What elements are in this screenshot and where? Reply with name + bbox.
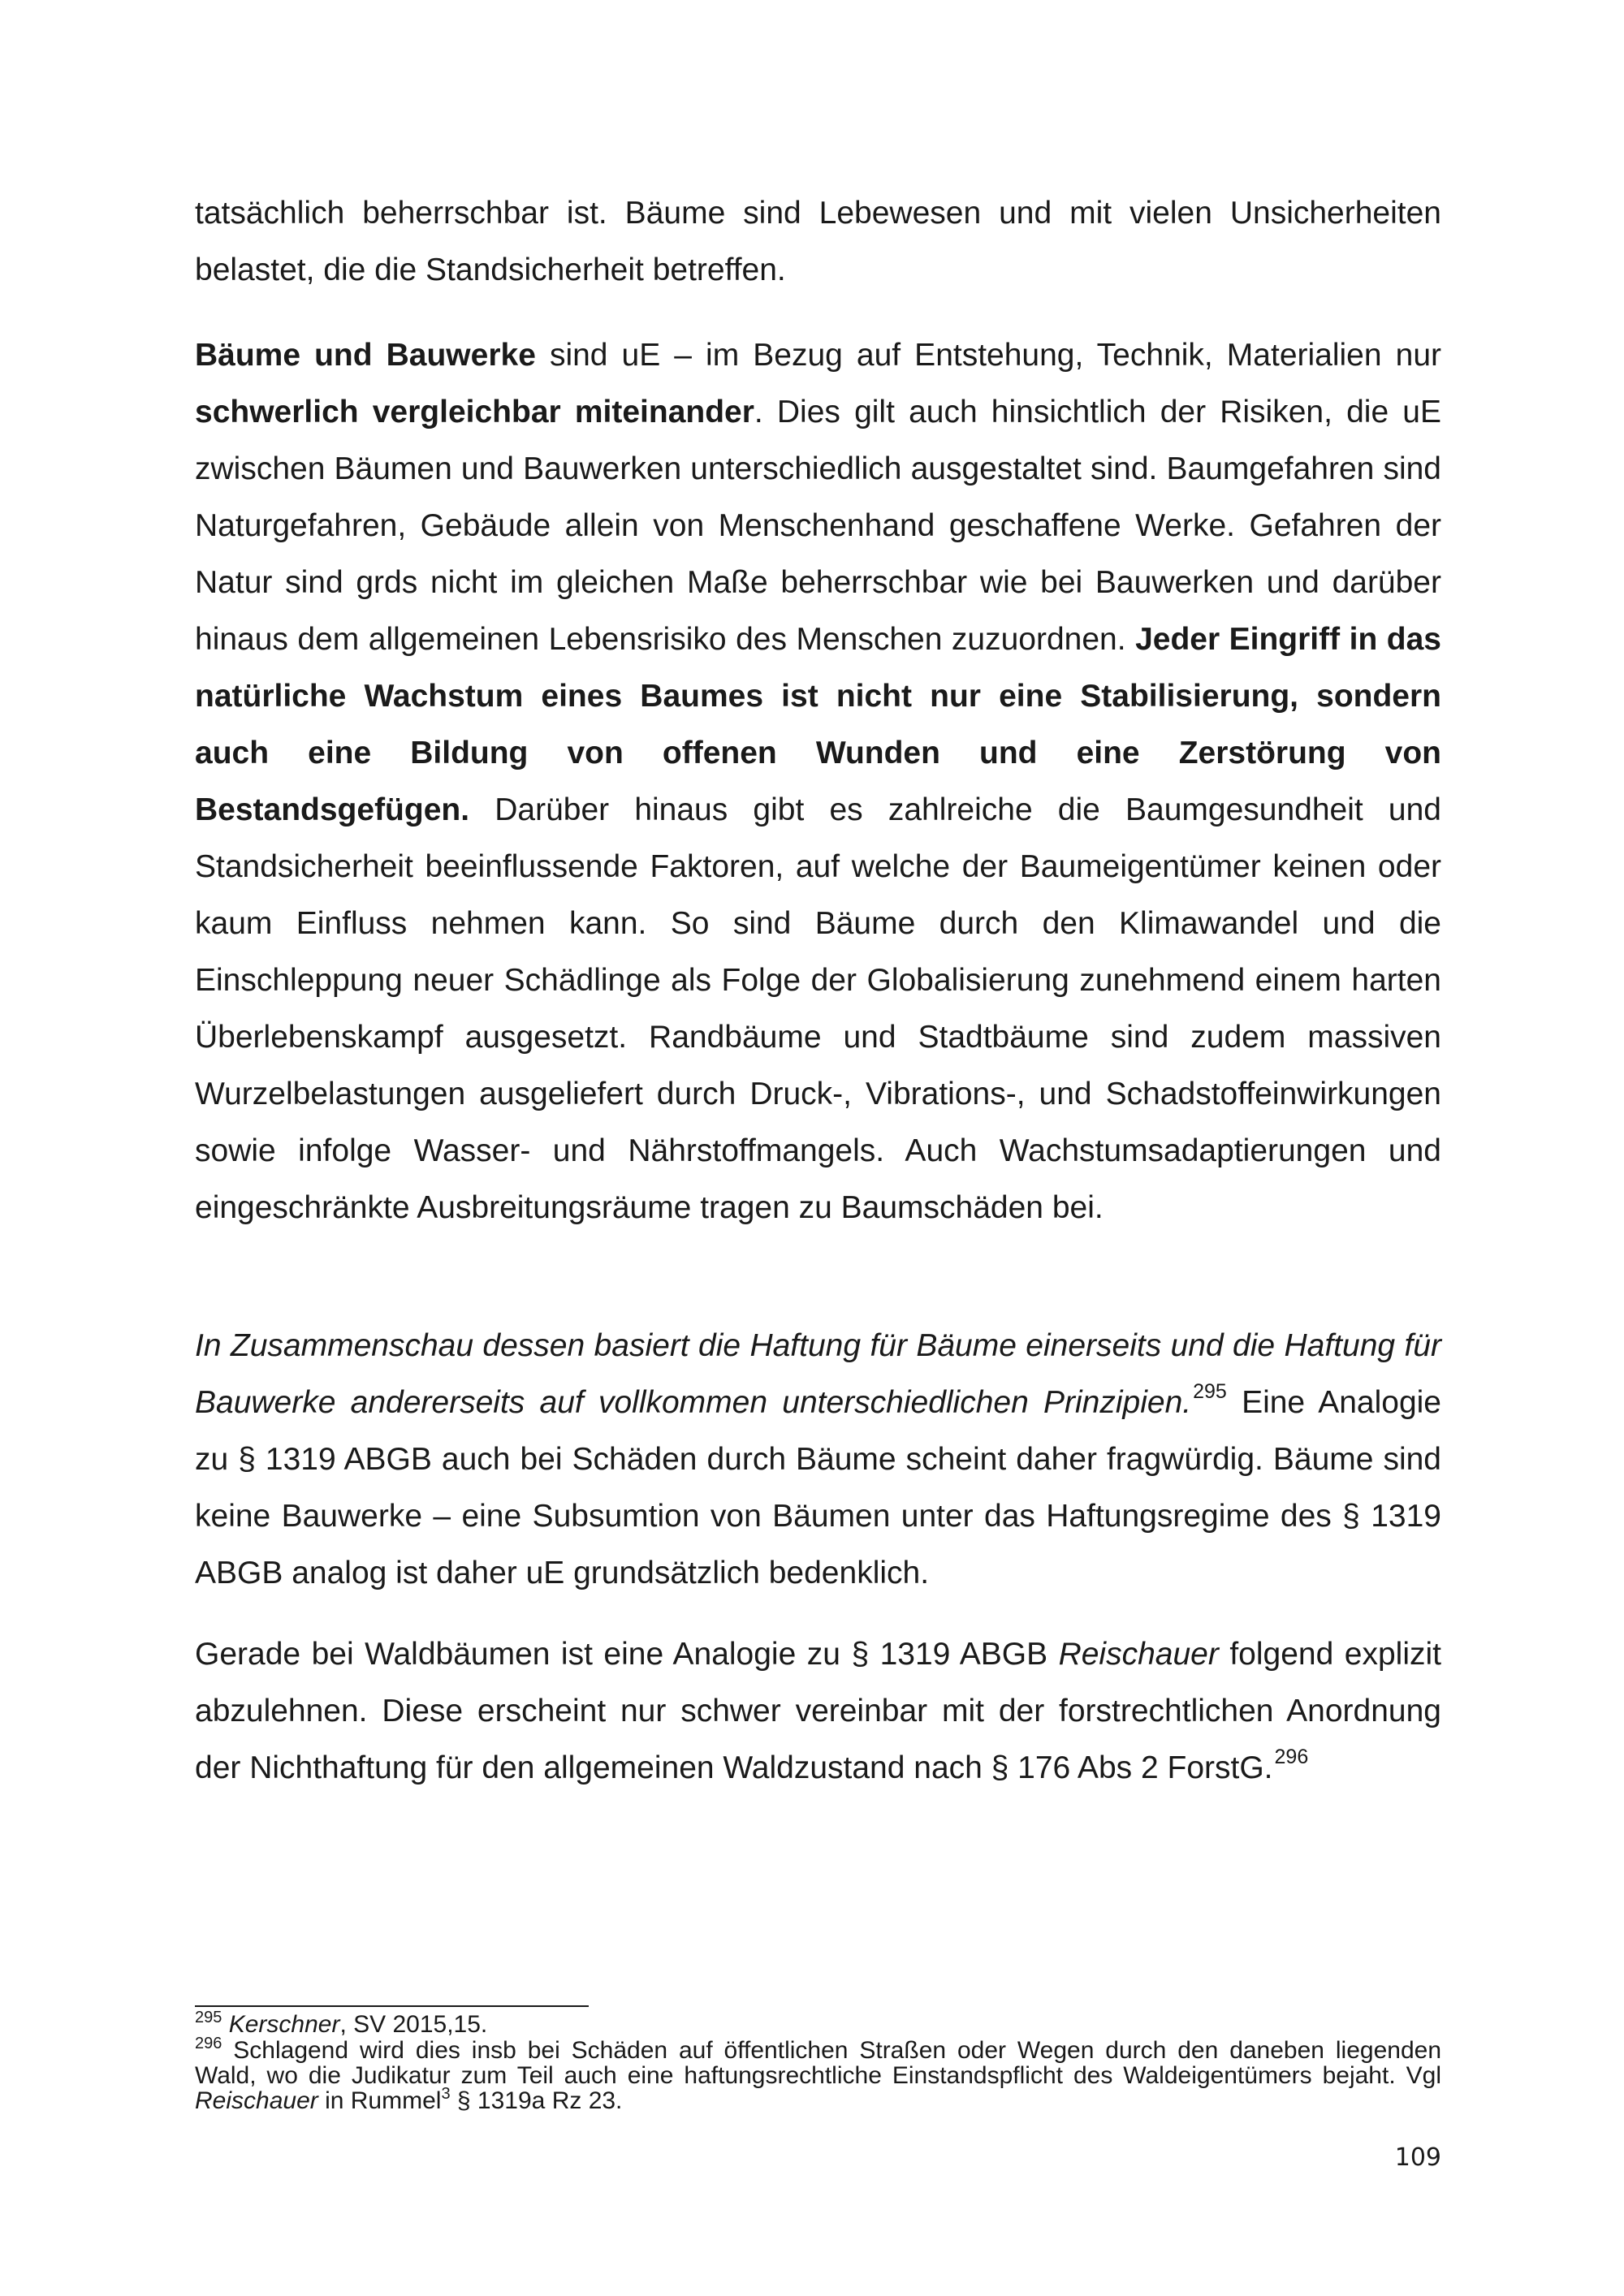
footnote-295 [195,2009,1441,2038]
page-number: 109 [1394,2143,1441,2172]
footnote-296-text-1: Schlagend wird dies insb bei Schäden auf öffentlichen Straßen oder Wegen durch den daneben liegenden Wald, wo die Judikatur zum Teil auch eine haftungsrechtliche Einstandspflicht des Waldeigentümers bejaht. Vgl [195,2037,1441,2089]
footnote-296-author: Reischauer [195,2087,318,2114]
footnote-ref-296[interactable]: 296 [1274,1746,1309,1768]
bold-phrase-baeume-bauwerke: Bäume und Bauwerke [195,338,536,373]
paragraph-1-text: tatsächlich beherrschbar ist. Bäume sind Lebewesen und mit vielen Unsicherheiten belastet, die die Standsicherheit betreffen. [195,196,1441,287]
footnote-295-author: Kerschner [228,2011,340,2038]
footnote-296-text-2: in Rummel [317,2087,442,2114]
italic-author-reischauer: Reischauer [1058,1637,1219,1672]
paragraph-2 [195,327,1441,1236]
paragraph-4-text-1: Gerade bei Waldbäumen ist eine Analogie zu § 1319 ABGB [195,1637,1059,1672]
footnote-296-edition: 3 [441,2085,451,2103]
footnote-separator [195,2005,589,2007]
paragraph-4 [195,1626,1441,1797]
footnote-295-text: , SV 2015,15. [339,2011,488,2038]
italic-phrase-zusammenschau: In Zusammenschau dessen basiert die Haftung für Bäume einerseits und die Haftung für Bauwerke andererseits auf vollkommen unterschiedlichen Prinzipien. [195,1328,1441,1420]
footnote-296-text-3: § 1319a Rz 23. [450,2087,623,2114]
paragraph-3-text-1: Eine Analogie zu § 1319 ABGB auch bei Schäden durch Bäume scheint daher fragwürdig. Bäume sind keine Bauwerke – eine Subsumtion von Bäumen unter das Haftungsregime des § 1319 ABGB analog ist daher uE grundsätzlich bedenklich. [195,1385,1441,1590]
footnote-number-295: 295 [195,2009,222,2026]
paragraph-3 [195,1318,1441,1602]
paragraph-1 [195,185,1441,299]
footnote-296 [195,2035,1441,2114]
paragraph-2-text-3: Darüber hinaus gibt es zahlreiche die Baumgesundheit und Standsicherheit beeinflussende Faktoren, auf welche der Baumeigentümer keinen oder kaum Einfluss nehmen kann. So sind Bäume durch den Klimawandel und die Einschleppung neuer Schädlinge als Folge der Globalisierung zunehmend einem harten Überlebenskampf ausgesetzt. Randbäume und Stadtbäume sind zudem massiven Wurzelbelastungen ausgeliefert durch Druck-, Vibrations-, und Schadstoffeinwirkungen sowie infolge Wasser- und Nährstoffmangels. Auch Wachstumsadaptierungen und eingeschränkte Ausbreitungsräume tragen zu Baumschäden bei. [195,792,1441,1225]
paragraph-2-text-1: sind uE – im Bezug auf Entstehung, Technik, Materialien nur [535,338,1441,373]
bold-phrase-vergleichbar: schwerlich vergleichbar miteinander [195,395,754,429]
paragraph-4-text-2: folgend explizit abzulehnen. Diese erscheint nur schwer vereinbar mit der forstrechtlichen Anordnung der Nichthaftung für den allgemeinen Waldzustand nach § 176 Abs 2 ForstG. [195,1637,1441,1785]
paragraph-2-text-2: . Dies gilt auch hinsichtlich der Risiken, die uE zwischen Bäumen und Bauwerken unterschiedlich ausgestaltet sind. Baumgefahren sind Naturgefahren, Gebäude allein von Menschenhand geschaffene Werke. Gefahren der Natur sind grds nicht im gleichen Maße beherrschbar wie bei Bauwerken und darüber hinaus dem allgemeinen Lebensrisiko des Menschen zuzuordnen. [195,395,1441,657]
footnote-ref-295[interactable]: 295 [1193,1380,1227,1403]
footnote-number-296: 296 [195,2035,222,2052]
bold-phrase-eingriff: Jeder Eingriff in das natürliche Wachstum eines Baumes ist nicht nur eine Stabilisierung, sondern auch eine Bildung von offenen Wunden und eine Zerstörung von Bestandsgefügen. [195,622,1441,827]
